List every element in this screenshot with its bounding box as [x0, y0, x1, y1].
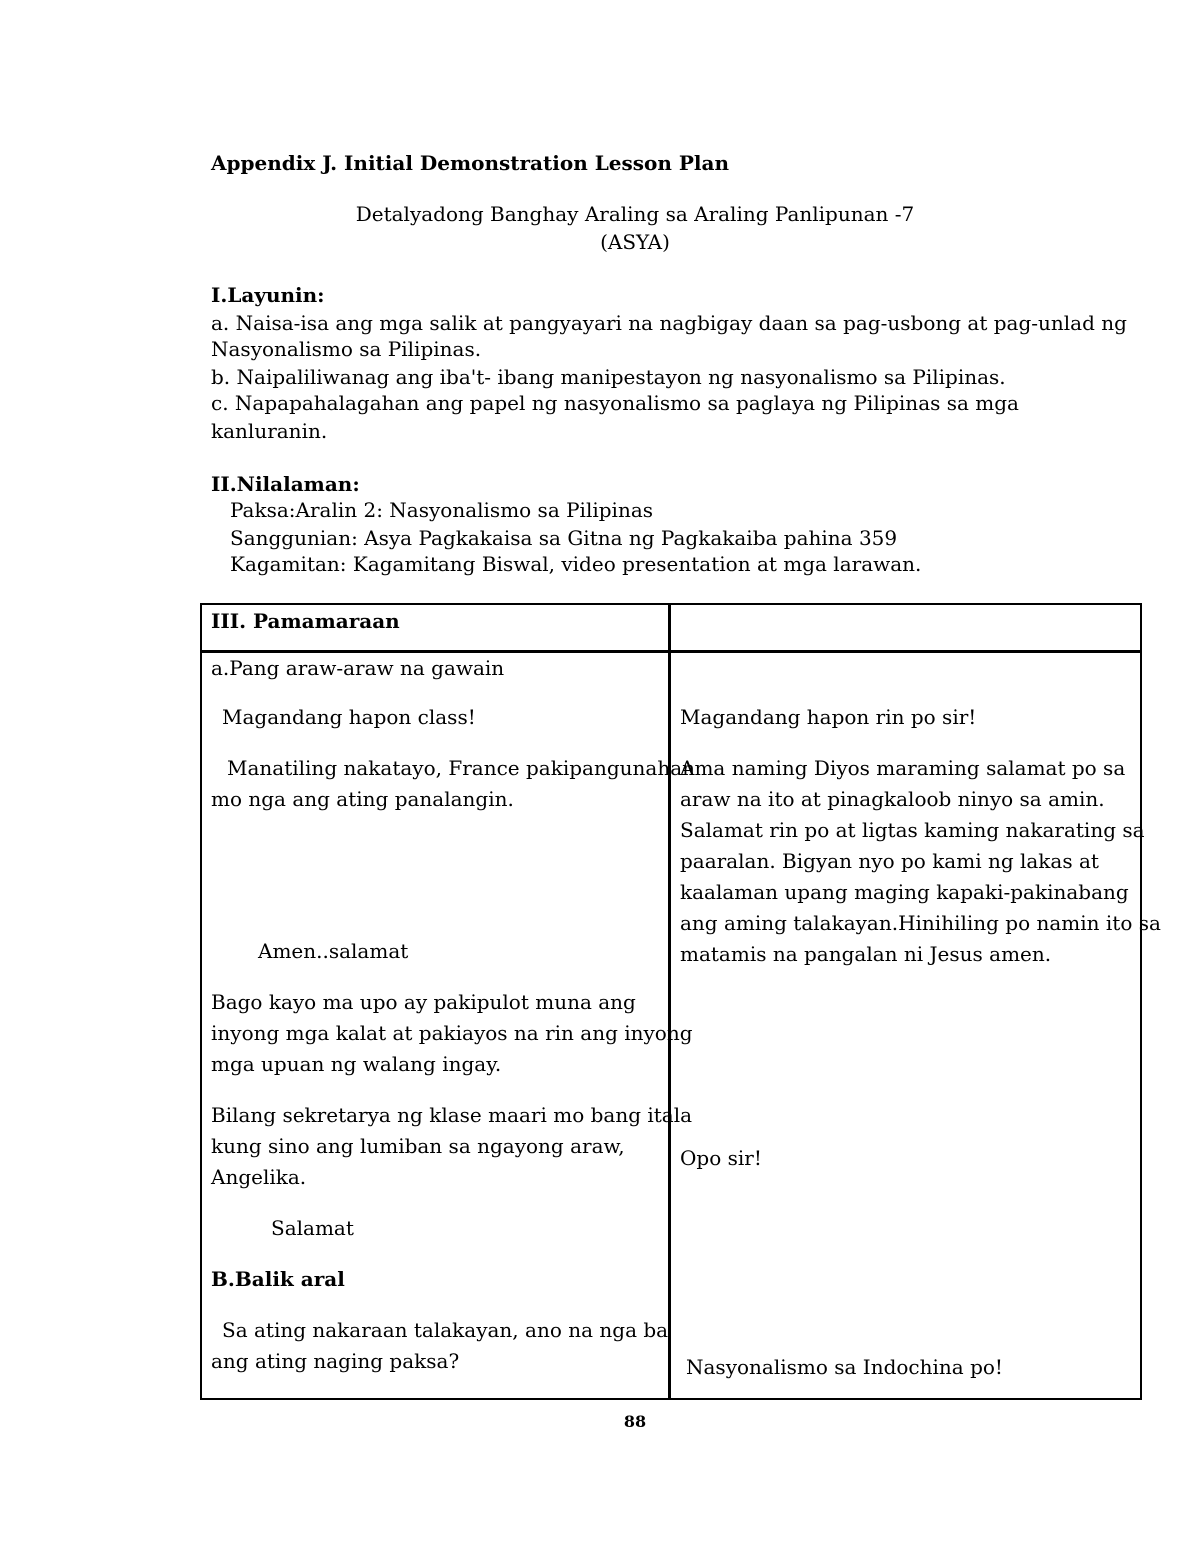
page-number: 88 — [623, 1412, 647, 1431]
prayer-line: kaalaman upang maging kapaki-pakinabang — [680, 880, 1129, 904]
student-greeting-reply: Magandang hapon rin po sir! — [680, 705, 977, 729]
amen-line: Amen..salamat — [258, 939, 409, 963]
prayer-line: araw na ito at pinagkaloob ninyo sa amin. — [680, 787, 1105, 811]
sanggunian-line: Sanggunian: Asya Pagkakaisa sa Gitna ng Pagkakaiba pahina 359 — [230, 526, 898, 550]
prayer-line: paaralan. Bigyan nyo po kami ng lakas at — [680, 849, 1099, 873]
table-column-divider — [668, 603, 671, 1400]
layunin-line: Nasyonalismo sa Pilipinas. — [211, 337, 482, 361]
appendix-title: Appendix J. Initial Demonstration Lesson Plan — [211, 151, 729, 175]
layunin-line: c. Napapahalagahan ang papel ng nasyonalismo sa paglaya ng Pilipinas sa mga — [211, 391, 1019, 415]
prayer-line: Salamat rin po at ligtas kaming nakarating sa — [680, 818, 1145, 842]
cleanup-line: mga upuan ng walang ingay. — [211, 1052, 502, 1076]
section-a-label: a.Pang araw-araw na gawain — [211, 656, 505, 680]
section-b-label: B.Balik aral — [211, 1267, 345, 1291]
review-question-line: ang ating naging paksa? — [211, 1349, 460, 1373]
attendance-reply: Opo sir! — [680, 1146, 762, 1170]
review-answer: Nasyonalismo sa Indochina po! — [686, 1355, 1003, 1379]
teacher-greeting: Magandang hapon class! — [222, 705, 476, 729]
paksa-line: Paksa:Aralin 2: Nasyonalismo sa Pilipinas — [230, 498, 654, 522]
table-header-left: III. Pamamaraan — [211, 609, 400, 633]
pamamaraan-table — [200, 603, 1161, 1400]
cleanup-line: inyong mga kalat at pakiayos na rin ang inyong — [211, 1021, 693, 1045]
kagamitan-line: Kagamitan: Kagamitang Biswal, video presentation at mga larawan. — [230, 552, 922, 576]
layunin-line: b. Naipaliliwanag ang iba't- ibang manipestayon ng nasyonalismo sa Pilipinas. — [211, 365, 1006, 389]
attendance-line: Bilang sekretarya ng klase maari mo bang itala — [211, 1103, 693, 1127]
prayer-line: ang aming talakayan.Hinihiling po namin ito sa — [680, 911, 1161, 935]
prayer-line: Ama naming Diyos maraming salamat po sa — [680, 756, 1126, 780]
prayer-request-line: Manatiling nakatayo, France pakipangunahan — [227, 756, 695, 780]
lesson-plan-subtitle: (ASYA) — [600, 230, 670, 254]
attendance-line: kung sino ang lumiban sa ngayong araw, — [211, 1134, 625, 1158]
layunin-line: kanluranin. — [211, 419, 328, 443]
layunin-line: a. Naisa-isa ang mga salik at pangyayari na nagbigay daan sa pag-usbong at pag-unlad ng — [211, 311, 1127, 335]
cleanup-line: Bago kayo ma upo ay pakipulot muna ang — [211, 990, 636, 1014]
review-question-line: Sa ating nakaraan talakayan, ano na nga ba — [222, 1318, 669, 1342]
prayer-request-line: mo nga ang ating panalangin. — [211, 787, 514, 811]
attendance-line: Angelika. — [211, 1165, 307, 1189]
prayer-line: matamis na pangalan ni Jesus amen. — [680, 942, 1052, 966]
nilalaman-heading: II.Nilalaman: — [211, 472, 360, 496]
layunin-heading: I.Layunin: — [211, 283, 325, 307]
salamat-line: Salamat — [271, 1216, 354, 1240]
lesson-plan-title: Detalyadong Banghay Araling sa Araling Panlipunan -7 — [355, 202, 915, 226]
